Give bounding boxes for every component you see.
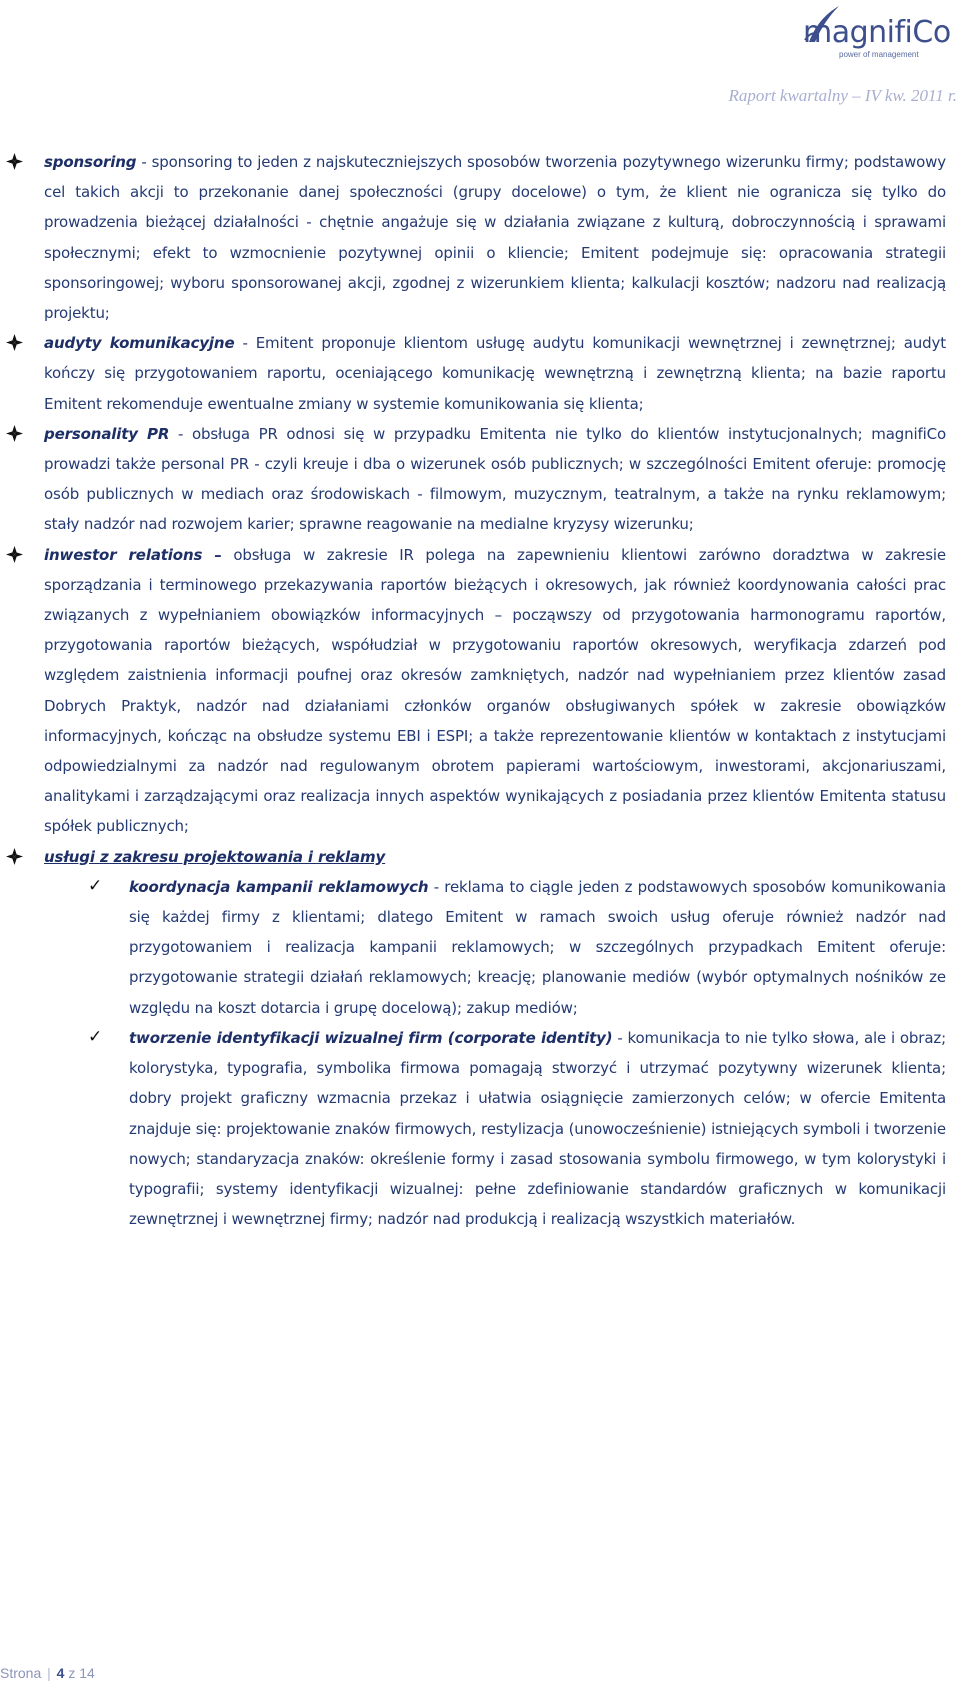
list-item [0,540,960,842]
diamond-bullet-icon [6,546,23,563]
item-term: usługi z zakresu projektowania i reklamy [44,847,386,866]
item-term: audyty komunikacyjne [44,334,235,353]
sub-list-item [0,872,960,1023]
item-term: sponsoring [44,153,137,171]
item-term: personality PR [44,424,170,443]
logo-wordmark: magnifiCo [803,15,951,50]
item-term: inwestor relations – [44,545,222,564]
checkmark-icon: ✓ [88,1026,103,1047]
document-body [0,147,960,1234]
company-logo [791,4,959,60]
total-pages: 14 [79,1665,95,1681]
list-item [0,147,960,328]
list-item [0,419,960,540]
subitem-term: tworzenie identyfikacji wizualnej firm (corporate identity) [129,1028,613,1047]
diamond-bullet-icon [6,848,23,865]
sub-list-item [0,1023,960,1234]
item-text: - sponsoring to jeden z najskuteczniejszych sposobów tworzenia pozytywnego wizerunku firmy; podstawowy cel takich akcji to przekonanie danej społeczności (grupy docelowe) o tym, że klient nie ogranicza się tylko do prowadzenia bieżącej działalności - chętnie angażuje się w działania związane z kulturą, dobroczynnością i sprawami społecznymi; efekt to wzmocnienie pozytywnej opinii o kliencie; Emitent podejmuje się: opracowania strategii sponsoringowej; wyboru sponsorowanej akcji, zgodnej z wizerunkiem klienta; kalkulacji kosztów; nadzoru nad realizacją projektu; [44,153,946,323]
diamond-bullet-icon [6,334,23,351]
checkmark-icon: ✓ [88,875,103,896]
item-text: - Emitent proponuje klientom usługę audytu komunikacji wewnętrznej i zewnętrznej; audyt kończy się przygotowaniem raportu, oceniającego komunikację wewnętrzną i zewnętrzną klienta; na bazie raportu Emitent rekomenduje ewentualne zmiany w systemie komunikowania się klienta; [44,334,946,413]
item-text: obsługa w zakresie IR polega na zapewnieniu klientowi zarówno doradztwa w zakresie sporządzania i terminowego przekazywania raportów bieżących i okresowych, jak również koordynowania całości prac związanych z wypełnianiem obowiązków informacyjnych – począwszy od przygotowania harmonogramu raportów, przygotowania raportów bieżących, współudział w przygotowaniu raportów okresowych, weryfikacja zdarzeń pod względem zaistnienia informacji poufnej oraz okresów zamkniętych, nadzór nad wypełnianiem przez klientów zasad Dobrych Praktyk, nadzór nad działaniami członków organów obsługiwanych spółek w zakresie obowiązków informacyjnych, kończąc na obsłudze systemu EBI i ESPI; a także reprezentowanie klientów w kontaktach z instytucjami odpowiedzialnymi za nadzór nad regulowanym obrotem papierami wartościowym, inwestorami, akcjonariuszami, analitykami i zarządzającymi oraz realizacja innych aspektów wynikających z posiadania przez klientów Emitenta statusu spółek publicznych; [44,545,946,836]
page-footer [0,1665,95,1681]
list-item [0,328,960,419]
logo-tagline: power of management [839,50,919,59]
subitem-term: koordynacja kampanii reklamowych [129,877,429,896]
footer-separator: | [47,1665,51,1681]
of-label: z [68,1665,76,1681]
page-label: Strona [0,1665,42,1681]
list-item [0,842,960,872]
diamond-bullet-icon [6,153,23,170]
page-number: 4 [56,1665,65,1681]
item-text: - obsługa PR odnosi się w przypadku Emitenta nie tylko do klientów instytucjonalnych; magnifiCo prowadzi także personal PR - czyli kreuje i dba o wizerunek osób publicznych; w szczególności Emitent oferuje: promocję osób publicznych w mediach oraz środowiskach - filmowym, muzycznym, teatralnym, a także na rynku reklamowym; stały nadzór nad rozwojem karier; sprawne reagowanie na medialne kryzysy wizerunku; [44,424,946,534]
subitem-text: - reklama to ciągle jeden z podstawowych sposobów komunikowania się każdej firmy z klientami; dlatego Emitent w ramach swoich usług oferuje również nadzór nad przygotowaniem i realizacja kampanii reklamowych; w szczególnych przypadkach Emitent oferuje: przygotowanie strategii działań reklamowych; kreację; planowanie mediów (wybór optymalnych nośników ze względu na koszt dotarcia i grupę docelową); zakup mediów; [129,877,947,1017]
subitem-text: - komunikacja to nie tylko słowa, ale i obraz; kolorystyka, typografia, symbolika firmowa pomagają stworzyć i utrzymać pozytywny wizerunek klienta; dobry projekt graficzny wzmacnia przekaz i ułatwia osiągnięcie zamierzonych celów; w ofercie Emitenta znajduje się: projektowanie znaków firmowych, restylizacja (unowocześnienie) istniejących symboli i tworzenie nowych; standaryzacja znaków: określenie formy i zasad stosowania symbolu firmowego, w tym kolorystyki i typografii; systemy identyfikacji wizualnej: pełne zdefiniowanie standardów graficznych w komunikacji zewnętrznej i wewnętrznej firmy; nadzór nad produkcją i realizacją wszystkich materiałów. [129,1028,946,1229]
diamond-bullet-icon [6,425,23,442]
report-title: Raport kwartalny – IV kw. 2011 r. [728,86,957,105]
